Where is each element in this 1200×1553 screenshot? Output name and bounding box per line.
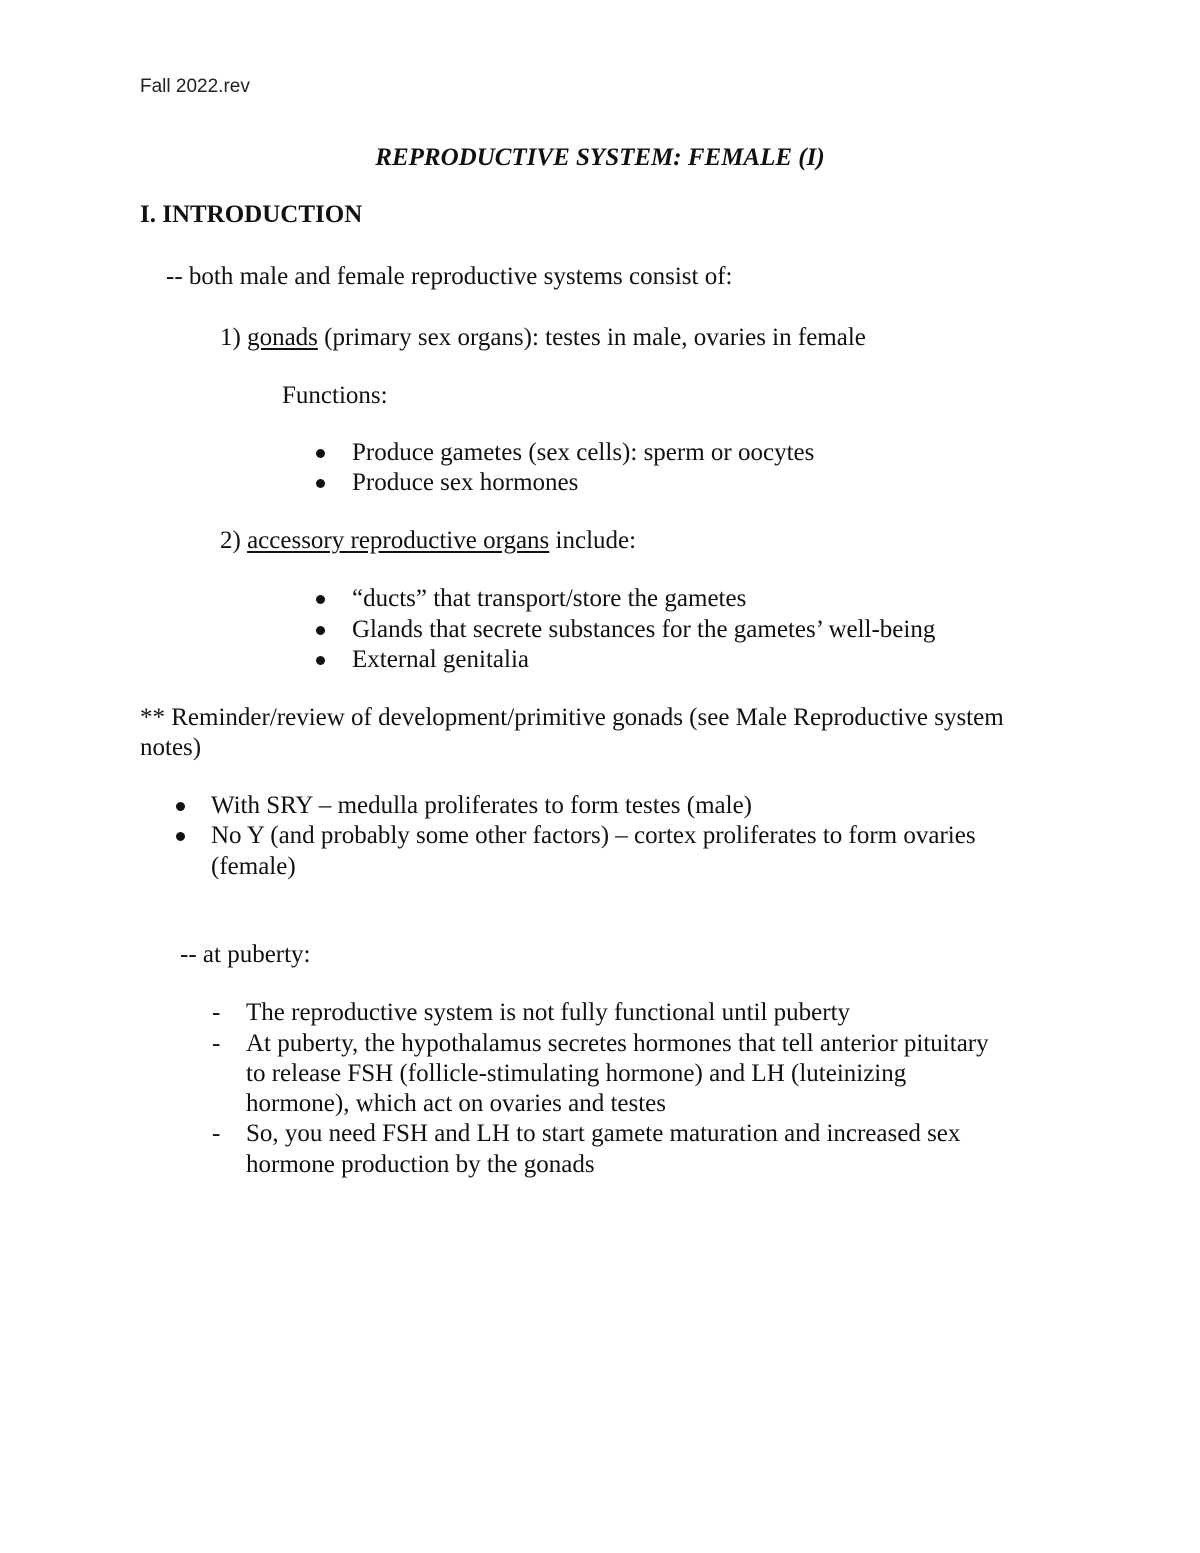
dash-marker: - <box>212 1120 221 1147</box>
list-item: With SRY – medulla proliferates to form testes (male) <box>211 792 752 819</box>
reminder-line-1: ** Reminder/review of development/primitive gonads (see Male Reproductive system <box>140 704 1004 731</box>
list-item: Glands that secrete substances for the gametes’ well-being <box>352 616 936 643</box>
list-item: External genitalia <box>352 646 530 673</box>
accessory-term: accessory reproductive organs <box>247 527 550 554</box>
page-title: REPRODUCTIVE SYSTEM: FEMALE (I) <box>375 144 825 171</box>
functions-label: Functions: <box>282 382 388 409</box>
list-item-continuation: hormone production by the gonads <box>246 1151 595 1178</box>
bullet-icon <box>176 832 185 841</box>
accessory-number: 2) <box>220 527 241 554</box>
gonads-description: (primary sex organs): testes in male, ovaries in female <box>324 324 866 351</box>
list-item: So, you need FSH and LH to start gamete maturation and increased sex <box>246 1120 961 1147</box>
list-item: Produce sex hormones <box>352 469 579 496</box>
list-item: At puberty, the hypothalamus secretes hormones that tell anterior pituitary <box>246 1030 989 1057</box>
list-item-continuation: to release FSH (follicle-stimulating hormone) and LH (luteinizing <box>246 1060 907 1087</box>
list-item: Produce gametes (sex cells): sperm or oocytes <box>352 439 815 466</box>
puberty-label: -- at puberty: <box>180 941 311 968</box>
accessory-description: include: <box>555 527 637 554</box>
bullet-icon <box>316 449 325 458</box>
list-item: No Y (and probably some other factors) – cortex proliferates to form ovaries <box>211 822 976 849</box>
list-item: “ducts” that transport/store the gametes <box>352 585 747 612</box>
header-note: Fall 2022.rev <box>140 76 250 97</box>
reminder-line-2: notes) <box>140 734 202 761</box>
gonads-term: gonads <box>247 324 318 351</box>
list-item-continuation: (female) <box>211 853 296 880</box>
gonads-item <box>220 323 866 353</box>
dash-marker: - <box>212 999 221 1026</box>
intro-text: -- both male and female reproductive systems consist of: <box>166 263 733 290</box>
list-item: The reproductive system is not fully functional until puberty <box>246 999 851 1026</box>
dash-marker: - <box>212 1030 221 1057</box>
section-heading: I. INTRODUCTION <box>140 201 363 228</box>
bullet-icon <box>316 656 325 665</box>
bullet-icon <box>316 479 325 488</box>
gonads-number: 1) <box>220 324 241 351</box>
list-item-continuation: hormone), which act on ovaries and testes <box>246 1090 667 1117</box>
bullet-icon <box>316 626 325 635</box>
bullet-icon <box>316 595 325 604</box>
bullet-icon <box>176 802 185 811</box>
accessory-item <box>220 526 636 556</box>
